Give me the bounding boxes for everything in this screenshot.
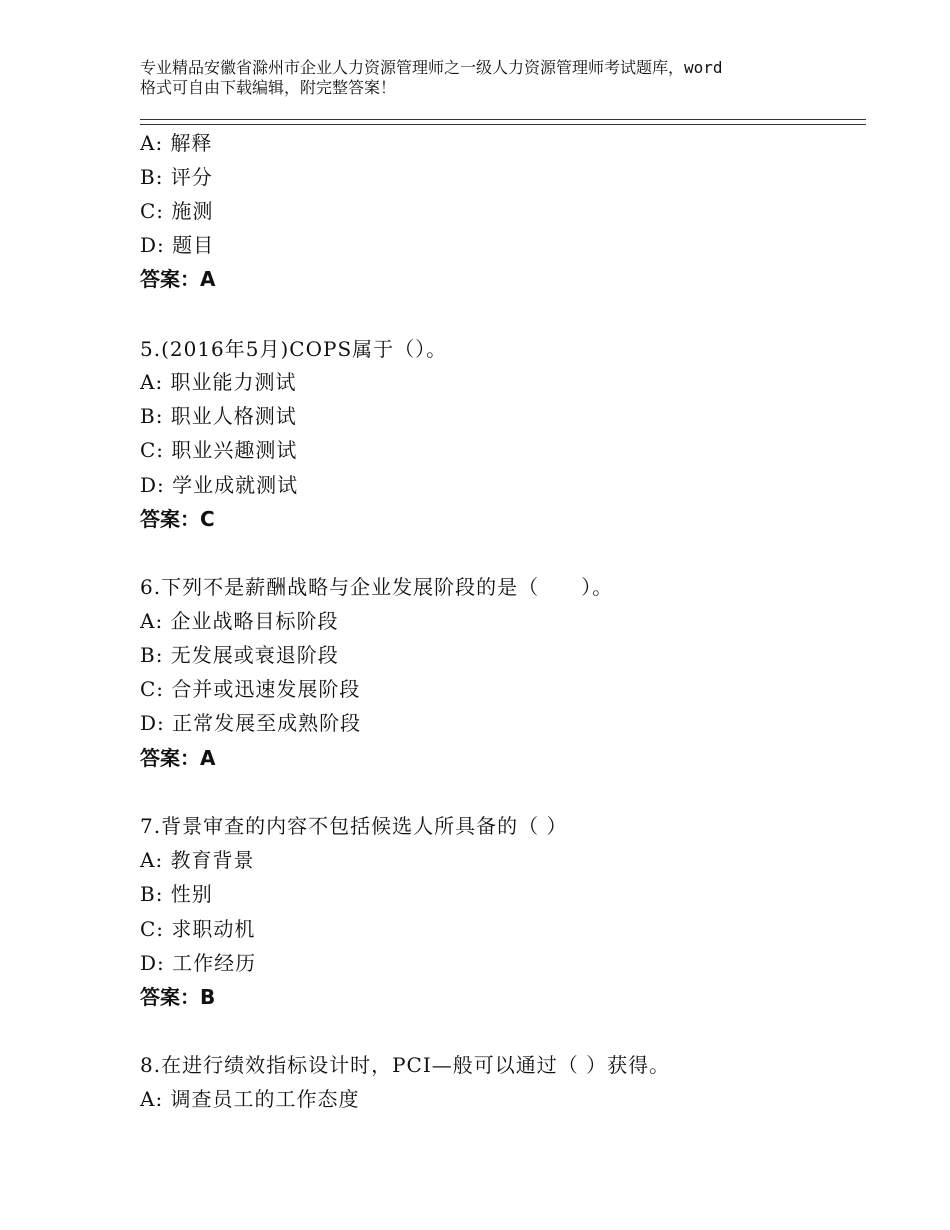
header-line-1: 专业精品安徽省滁州市企业人力资源管理师之一级人力资源管理师考试题库，word <box>140 58 723 77</box>
q6-question: 6.下列不是薪酬战略与企业发展阶段的是（ ）。 <box>140 575 614 599</box>
q7-option-c: C: 求职动机 <box>140 917 256 941</box>
q5-answer: 答案：C <box>140 507 215 531</box>
q5-question: 5.(2016年5月)COPS属于（）。 <box>140 337 448 361</box>
q8-question: 8.在进行绩效指标设计时，PCI—般可以通过（ ）获得。 <box>140 1053 671 1077</box>
q5-option-b: B: 职业人格测试 <box>140 404 297 428</box>
q4-option-b: B: 评分 <box>140 165 213 189</box>
header-divider-top <box>140 119 866 120</box>
q7-option-d: D: 工作经历 <box>140 951 257 975</box>
q7-option-a: A: 教育背景 <box>140 848 255 872</box>
q5-option-c: C: 职业兴趣测试 <box>140 438 298 462</box>
q6-option-a: A: 企业战略目标阶段 <box>140 609 339 633</box>
header-line-2: 格式可自由下载编辑，附完整答案！ <box>140 78 397 97</box>
document-header <box>140 58 840 98</box>
q4-answer: 答案：A <box>140 267 216 291</box>
q5-option-d: D: 学业成就测试 <box>140 473 299 497</box>
header-divider-bottom <box>140 124 866 125</box>
q4-option-a: A: 解释 <box>140 131 213 155</box>
q7-question: 7.背景审查的内容不包括候选人所具备的（ ） <box>140 814 568 838</box>
q4-option-d: D: 题目 <box>140 233 215 257</box>
q5-option-a: A: 职业能力测试 <box>140 370 297 394</box>
q6-option-c: C: 合并或迅速发展阶段 <box>140 677 361 701</box>
q6-answer: 答案：A <box>140 746 216 770</box>
q7-option-b: B: 性别 <box>140 882 213 906</box>
q6-option-d: D: 正常发展至成熟阶段 <box>140 711 362 735</box>
q6-option-b: B: 无发展或衰退阶段 <box>140 643 339 667</box>
q4-option-c: C: 施测 <box>140 199 214 223</box>
q7-answer: 答案：B <box>140 985 216 1009</box>
q8-option-a: A: 调查员工的工作态度 <box>140 1087 360 1111</box>
